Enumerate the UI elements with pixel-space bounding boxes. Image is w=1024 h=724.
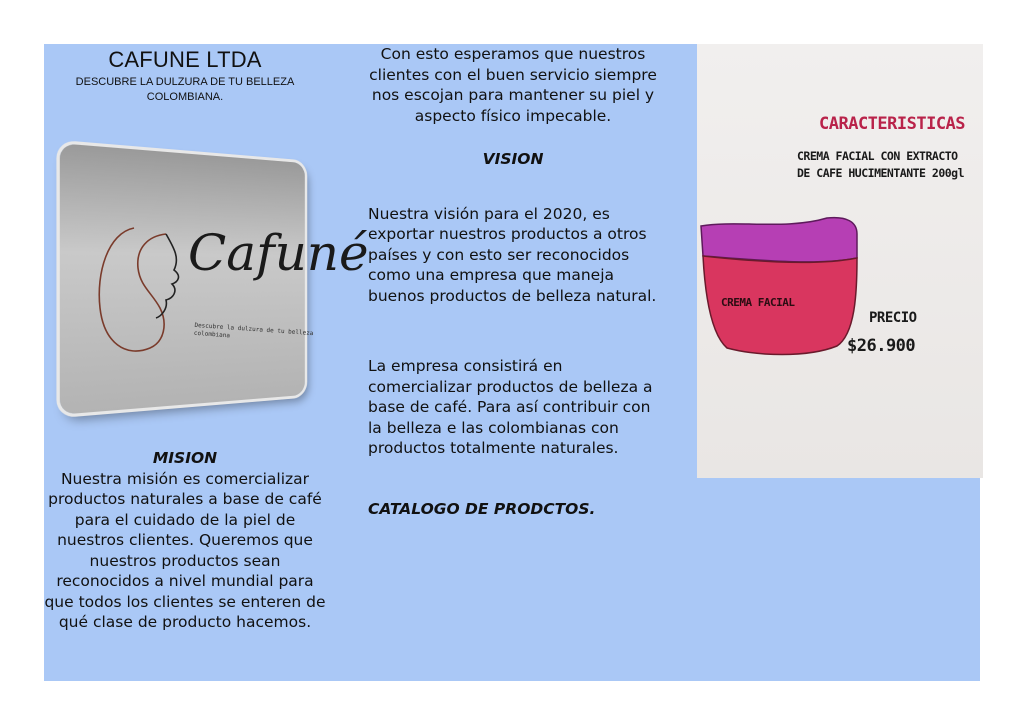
caracteristicas-title: CARACTERISTICAS xyxy=(819,114,966,134)
logo-image xyxy=(56,148,369,436)
logo-wordmark: Cafuné xyxy=(188,224,369,282)
intro-text: Con esto esperamos que nuestros clientes con el buen servicio siempre nos escojan para mantener su piel y aspecto físico impecable. xyxy=(369,45,657,125)
catalog-heading: CATALOGO DE PRODCTOS. xyxy=(368,499,596,518)
product-photo xyxy=(697,44,983,478)
company-title: CAFUNE LTDA xyxy=(108,47,262,72)
company-tagline: DESCUBRE LA DULZURA DE TU BELLEZA COLOMBIANA. xyxy=(75,76,295,103)
price-value: $26.900 xyxy=(847,336,916,356)
product-description: CREMA FACIAL CON EXTRACTO DE CAFE HUCIMENTANTE 200gl xyxy=(797,149,965,180)
jar-label: CREMA FACIAL xyxy=(721,296,795,309)
jar-lid xyxy=(701,218,857,262)
mision-section xyxy=(44,448,326,633)
vision-heading: VISION xyxy=(482,150,544,168)
empresa-text: La empresa consistirá en comercializar productos de belleza a base de café. Para así contribuir con la belleza e las colombianas con productos totalmente naturales. xyxy=(368,357,653,457)
mision-text: Nuestra misión es comercializar productos naturales a base de café para el cuidado de la piel de nuestros clientes. Queremos que nuestros productos sean reconocidos a nivel mundial para que todos los clientes se enteren de qué clase de producto hacemos. xyxy=(44,469,326,631)
vision-text: Nuestra visión para el 2020, es exportar nuestros productos a otros países y con esto ser reconocidos como una empresa que maneja buenos productos de belleza natural. xyxy=(368,204,657,305)
brand-header xyxy=(44,44,326,105)
logo-caption: Descubre la dulzura de tu belleza colombiana xyxy=(193,321,314,340)
mision-heading: MISION xyxy=(152,449,218,467)
logo-drawing xyxy=(56,148,369,436)
price-label: PRECIO xyxy=(869,310,917,326)
product-drawing xyxy=(697,44,983,478)
middle-column xyxy=(368,44,658,519)
